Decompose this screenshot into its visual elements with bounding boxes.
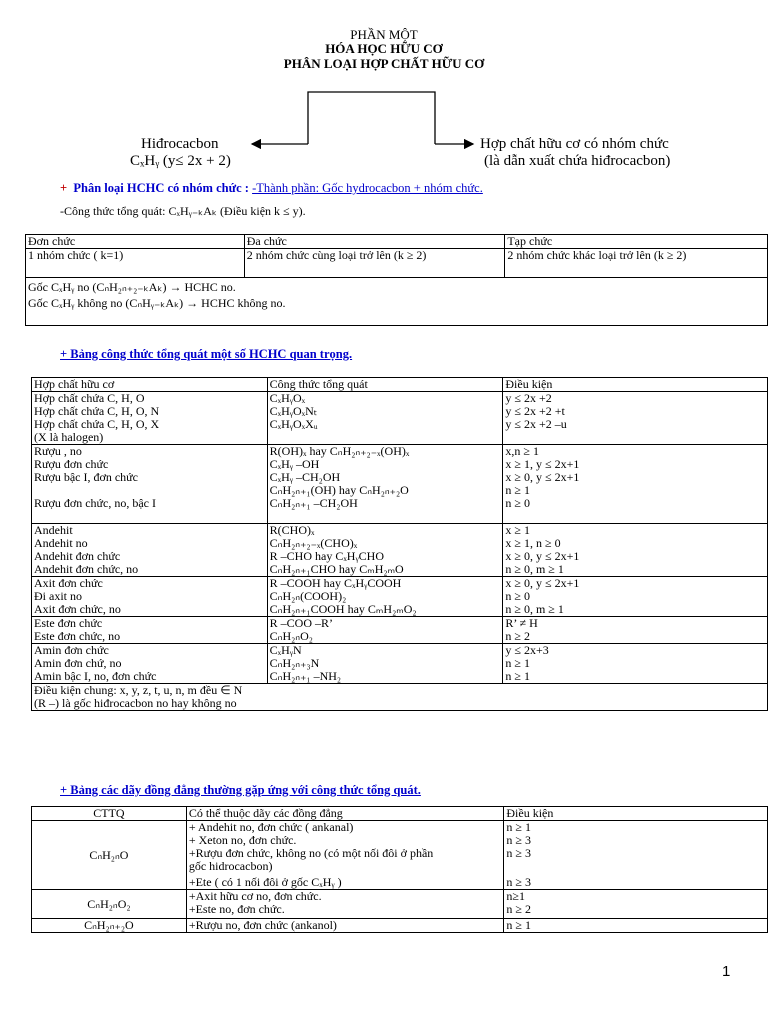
- table-cell: [186, 890, 504, 919]
- cell-line: R –COO –R’: [269, 616, 333, 630]
- cell-line: Axit đơn chức: [34, 576, 103, 590]
- section-title: PHÂN LOẠI HỢP CHẤT HỮU CƠ: [283, 56, 485, 71]
- table-header: Công thức tổng quát: [267, 378, 503, 392]
- table-cell: [504, 821, 768, 890]
- cell-line: CₙH₂ₙO₂: [269, 629, 313, 643]
- cell-line: Rượu đơn chức, no, bậc I: [34, 496, 157, 510]
- table-footer-cell: [32, 684, 768, 711]
- cell-line: Hợp chất chứa C, H, O, X: [34, 417, 160, 431]
- section1-heading: [60, 181, 483, 196]
- table-row: [32, 684, 768, 711]
- table-row: [32, 577, 768, 617]
- cell-line: Amin đơn chức: [34, 643, 109, 657]
- part-label: PHẦN MỘT: [350, 27, 418, 42]
- cell-line: n ≥ 1: [505, 656, 530, 670]
- cell-line: n ≥ 0: [505, 589, 530, 603]
- table-row: [32, 524, 768, 577]
- cell-line: +Rượu no, đơn chức (ankanol): [188, 918, 337, 932]
- cell-line: x ≥ 0, y ≤ 2x+1: [505, 470, 580, 484]
- table-cell: 2 nhóm chức cùng loại trở lên (k ≥ 2): [244, 249, 505, 278]
- cell-line: Axit đơn chức, no: [34, 602, 121, 616]
- cell-line: Rượu bậc I, đơn chức: [34, 470, 139, 484]
- cell-line: CₙH₂ₙ₊₁ –CH₂OH: [269, 496, 358, 510]
- table-cell: [503, 577, 768, 617]
- table-cell: CₙH₂ₙO: [32, 821, 187, 890]
- table-row: [32, 445, 768, 524]
- functional-compound-label: Hợp chất hữu cơ có nhóm chức: [480, 136, 669, 152]
- cell-line: n ≥ 1: [506, 820, 531, 834]
- radical-note: (R –) là gốc hiđrocacbon no hay không no: [34, 696, 237, 710]
- cell-line: CₙH₂ₙ₊₁ –NH₂: [269, 669, 342, 683]
- cell-line: CₓHᵧOₓ: [269, 391, 306, 405]
- table-row: [32, 644, 768, 684]
- cell-line: n ≥ 3: [506, 875, 531, 889]
- table-row: [32, 378, 768, 392]
- cell-line: Andehit no: [34, 536, 88, 550]
- cell-line: CₙH₂ₙ₊₂₋ₓ(CHO)ₓ: [269, 536, 358, 550]
- table-cell: 2 nhóm chức khác loại trở lên (k ≥ 2): [505, 249, 768, 278]
- table-row: [26, 235, 768, 249]
- cell-line: n ≥ 0, m ≥ 1: [505, 562, 564, 576]
- cell-line: [506, 860, 765, 873]
- table-cell: CₙH₂ₙO₂: [32, 890, 187, 919]
- cell-line: CₓHᵧOₓXᵤ: [269, 417, 318, 431]
- table-cell: CₙH₂ₙ₊₂O: [32, 919, 187, 933]
- table-row: [26, 249, 768, 278]
- cell-line: n ≥ 1: [505, 669, 530, 683]
- branch-connector: [308, 92, 435, 144]
- functional-group-table: [25, 234, 768, 326]
- cell-line: y ≤ 2x+3: [505, 643, 549, 657]
- cell-line: CₙH₂ₙ₊₁(OH) hay CₙH₂ₙ₊₂O: [269, 483, 409, 497]
- section3-title: + Bảng các dãy đồng đẳng thường gặp ứng với công thức tổng quát.: [60, 783, 421, 797]
- cell-line: R’ ≠ H: [505, 616, 538, 630]
- section2-title: + Bảng công thức tổng quát một số HCHC quan trọng.: [60, 347, 353, 361]
- cell-line: +Axit hữu cơ no, đơn chức.: [188, 889, 322, 903]
- table-cell: [32, 617, 268, 644]
- cell-line: R(OH)ₓ hay CₙH₂ₙ₊₂₋ₓ(OH)ₓ: [269, 444, 410, 458]
- cell-line: +Este no, đơn chức.: [188, 902, 285, 916]
- cell-line: R –CHO hay CₓHᵧCHO: [269, 549, 384, 563]
- table-cell: [504, 890, 768, 919]
- table-cell: [32, 524, 268, 577]
- table-header: CTTQ: [32, 807, 187, 821]
- cell-line: CₙH₂ₙ₊₁COOH hay CₘH₂ₘO₂: [269, 602, 417, 616]
- cell-line: Andehit: [34, 523, 73, 537]
- cell-line: CₓHᵧ –OH: [269, 457, 320, 471]
- cell-line: y ≤ 2x +2 –u: [505, 417, 567, 431]
- cell-line: x ≥ 0, y ≤ 2x+1: [505, 576, 580, 590]
- homologous-series-table: [31, 806, 768, 933]
- cell-line: CₓHᵧ –CH₂OH: [269, 470, 341, 484]
- cell-line: CₓHᵧN: [269, 643, 302, 657]
- cell-line: CₓHᵧOₓNₜ: [269, 404, 318, 418]
- table-header: Điều kiện: [503, 378, 768, 392]
- table-cell: [503, 445, 768, 524]
- cell-line: Amin bậc I, no, đơn chức: [34, 669, 157, 683]
- table-note-cell: [26, 278, 768, 326]
- table-cell: [186, 821, 504, 890]
- table-row: [32, 821, 768, 890]
- cell-line: Este đơn chức, no: [34, 629, 121, 643]
- table-cell: [503, 644, 768, 684]
- table-cell: [503, 392, 768, 445]
- cell-line: n ≥ 1: [506, 918, 531, 932]
- cell-line: x ≥ 1: [505, 523, 530, 537]
- table-cell: [503, 524, 768, 577]
- cell-line: +Ete ( có 1 nối đôi ở gốc CₓHᵧ ): [188, 875, 342, 889]
- cell-line: n ≥ 1: [505, 483, 530, 497]
- cell-line: Este đơn chức: [34, 616, 103, 630]
- cell-line: Rượu , no: [34, 444, 82, 458]
- table-row: [32, 890, 768, 919]
- section1-plus: +: [60, 181, 68, 195]
- table-cell: [267, 524, 503, 577]
- cell-line: + Xeton no, đơn chức.: [188, 833, 297, 847]
- table-cell: [503, 617, 768, 644]
- section1-title: Phân loại HCHC có nhóm chức :: [73, 181, 249, 195]
- cell-line: Rượu đơn chức: [34, 457, 109, 471]
- table-cell: [186, 919, 504, 933]
- chapter-title: HÓA HỌC HỮU CƠ: [325, 41, 443, 56]
- table-cell: [267, 577, 503, 617]
- table-header: Tạp chức: [505, 235, 768, 249]
- cell-line: x ≥ 0, y ≤ 2x+1: [505, 549, 580, 563]
- cell-line: n ≥ 3: [506, 833, 531, 847]
- cell-line: x ≥ 1, y ≤ 2x+1: [505, 457, 580, 471]
- cell-line: R(CHO)ₓ: [269, 523, 315, 537]
- cell-line: x,n ≥ 1: [505, 444, 539, 458]
- table-cell: [32, 445, 268, 524]
- cell-line: [34, 510, 265, 523]
- cell-line: +Rượu đơn chức, không no (có một nối đôi ở phần: [188, 846, 434, 860]
- cell-line: CₙH₂ₙ₊₃N: [269, 656, 320, 670]
- cell-line: y ≤ 2x +2 +t: [505, 404, 565, 418]
- cell-line: Amin đơn chứ, no: [34, 656, 122, 670]
- table-row: [32, 617, 768, 644]
- table-cell: [267, 644, 503, 684]
- table-cell: [32, 644, 268, 684]
- cell-line: n ≥ 0: [505, 496, 530, 510]
- cell-line: Hợp chất chứa C, H, O: [34, 391, 145, 405]
- table-header: Đơn chức: [26, 235, 245, 249]
- page-number: 1: [722, 963, 731, 980]
- table-cell: [504, 919, 768, 933]
- cell-line: CₙH₂ₙ₊₁CHO hay CₘH₂ₘO: [269, 562, 404, 576]
- table-row: [26, 278, 768, 326]
- cell-line: n ≥ 2: [506, 902, 531, 916]
- table-header: Hợp chất hữu cơ: [32, 378, 268, 392]
- table-row: [32, 807, 768, 821]
- cell-line: [270, 510, 501, 523]
- section1-subtitle: -Thành phần: Gốc hydrocacbon + nhóm chức.: [252, 181, 483, 195]
- cell-line: y ≤ 2x +2: [505, 391, 552, 405]
- cell-line: CₙH₂ₙ(COOH)₂: [269, 589, 347, 603]
- table-cell: [267, 392, 503, 445]
- general-condition: Điều kiện chung: x, y, z, t, u, n, m đều ∈ N: [34, 683, 243, 697]
- note-unsaturated: Gốc CₓHᵧ không no (CₙHᵧ₋ₖAₖ) → HCHC không no.: [28, 296, 286, 310]
- general-formula-table: [31, 377, 768, 711]
- hydrocarbon-formula: CₓHᵧ (y≤ 2x + 2): [130, 153, 231, 169]
- table-header: Có thể thuộc dãy các đồng đẳng: [186, 807, 504, 821]
- cell-line: Andehit đơn chức: [34, 549, 121, 563]
- cell-line: R –COOH hay CₓHᵧCOOH: [269, 576, 402, 590]
- general-formula-line: -Công thức tổng quát: CₓHᵧ₋ₖAₖ (Điều kiện k ≤ y).: [60, 204, 306, 218]
- cell-line: Andehit đơn chức, no: [34, 562, 139, 576]
- table-cell: 1 nhóm chức ( k=1): [26, 249, 245, 278]
- cell-line: Hợp chất chứa C, H, O, N: [34, 404, 160, 418]
- cell-line: n ≥ 3: [506, 846, 531, 860]
- cell-line: n ≥ 0, m ≥ 1: [505, 602, 564, 616]
- note-saturated: Gốc CₓHᵧ no (CₙH₂ₙ₊₂₋ₖAₖ) → HCHC no.: [28, 280, 236, 294]
- hydrocarbon-label: Hiđrocacbon: [141, 136, 219, 152]
- table-cell: [32, 577, 268, 617]
- table-row: [32, 392, 768, 445]
- cell-line: n ≥ 2: [505, 629, 530, 643]
- cell-line: Đi axit no: [34, 589, 82, 603]
- table-cell: [267, 445, 503, 524]
- cell-line: gốc hidrocacbon): [188, 859, 273, 873]
- functional-compound-desc: (là dẫn xuất chứa hiđrocacbon): [484, 153, 671, 169]
- cell-line: [505, 510, 765, 523]
- table-cell: [32, 392, 268, 445]
- table-header: Điều kiện: [504, 807, 768, 821]
- table-row: [32, 919, 768, 933]
- cell-line: (X là halogen): [34, 430, 104, 444]
- table-cell: [267, 617, 503, 644]
- table-header: Đa chức: [244, 235, 505, 249]
- cell-line: + Andehit no, đơn chức ( ankanal): [188, 820, 354, 834]
- cell-line: n≥1: [506, 889, 525, 903]
- cell-line: x ≥ 1, n ≥ 0: [505, 536, 561, 550]
